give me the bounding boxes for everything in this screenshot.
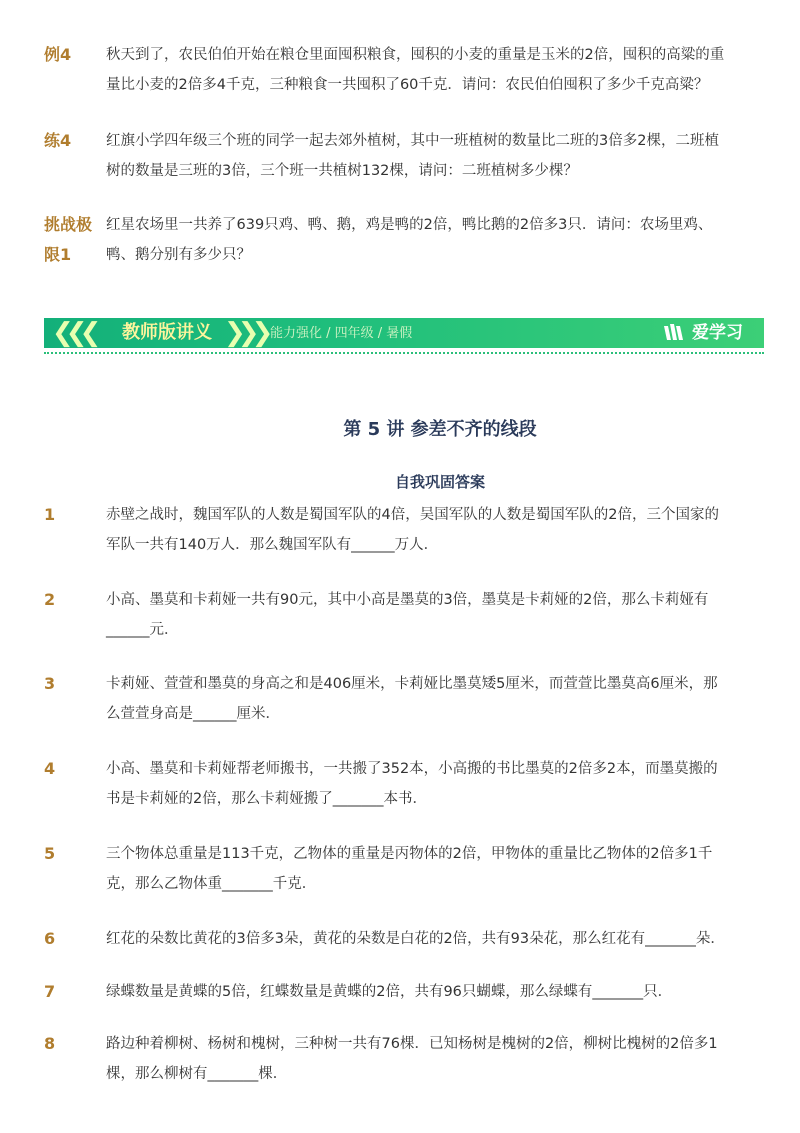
text-line: 鸭、鹅分别有多少只？ (106, 247, 251, 263)
section-title: 自我巩固答案 (394, 473, 485, 491)
text-line: 军队一共有140万人．那么魏国军队有______万人． (106, 537, 439, 553)
exercise-number: 8 (44, 1034, 56, 1053)
exercise-text (106, 585, 726, 645)
text-line: 小高、墨莫和卡莉娅一共有90元，其中小高是墨莫的3倍，墨莫是卡莉娅的2倍，那么卡莉娅有 (106, 592, 709, 608)
problem-text (106, 40, 726, 100)
text-line: 书是卡莉娅的2倍，那么卡莉娅搬了_______本书． (106, 791, 427, 807)
problem-text (106, 126, 726, 186)
exercise-text (106, 924, 726, 954)
text-line: 绿蝶数量是黄蝶的5倍，红蝶数量是黄蝶的2倍，共有96只蝴蝶，那么绿蝶有_______只． (106, 984, 673, 1000)
problem-label: 练4 (44, 131, 72, 150)
text-line: 红旗小学四年级三个班的同学一起去郊外植树，其中一班植树的数量比二班的3倍多2棵，二班植 (106, 133, 719, 149)
exercise-number: 5 (44, 844, 56, 863)
chevron-left-icon: ❮❮❮ (52, 318, 94, 348)
problem-label (44, 210, 100, 270)
exercise-text (106, 839, 726, 899)
exercise-text (106, 754, 726, 814)
banner-subtitle: 能力强化 / 四年级 / 暑假 (270, 326, 413, 341)
exercise-text (106, 669, 726, 729)
text-line: 棵，那么柳树有_______棵． (106, 1066, 288, 1082)
logo-icon (662, 322, 684, 344)
lecture-title: 第 5 讲 参差不齐的线段 (343, 419, 537, 440)
exercise-number: 7 (44, 982, 56, 1001)
exercise-number: 4 (44, 759, 56, 778)
exercise-text (106, 500, 726, 560)
text-line: 路边种着柳树、杨树和槐树，三种树一共有76棵．已知杨树是槐树的2倍，柳树比槐树的2倍多1 (106, 1036, 718, 1052)
exercise-text (106, 977, 726, 1007)
problem-label: 例4 (44, 45, 72, 64)
text-line: 赤壁之战时，魏国军队的人数是蜀国军队的4倍，吴国军队的人数是蜀国军队的2倍，三个国家的 (106, 507, 719, 523)
exercise-number: 2 (44, 590, 56, 609)
problem-text (106, 210, 726, 270)
label-line: 限1 (44, 245, 72, 264)
text-line: 小高、墨莫和卡莉娅帮老师搬书，一共搬了352本，小高搬的书比墨莫的2倍多2本，而墨莫搬的 (106, 761, 718, 777)
logo-text: 爱学习 (692, 323, 743, 343)
exercise-number: 6 (44, 929, 56, 948)
text-line: 秋天到了，农民伯伯开始在粮仓里面囤积粮食，囤积的小麦的重量是玉米的2倍，囤积的高粱的重 (106, 47, 725, 63)
text-line: 么萱萱身高是______厘米． (106, 706, 280, 722)
teacher-edition-banner (44, 318, 764, 354)
dotted-divider (44, 352, 764, 354)
banner-title: 教师版讲义 (122, 322, 212, 343)
label-line: 挑战极 (44, 215, 93, 234)
chevron-right-icon: ❯❯❯ (224, 318, 266, 348)
text-line: 红花的朵数比黄花的3倍多3朵，黄花的朵数是白花的2倍，共有93朵花，那么红花有_______朵． (106, 931, 725, 947)
exercise-number: 3 (44, 674, 56, 693)
text-line: 树的数量是三班的3倍，三个班一共植树132棵，请问：二班植树多少棵？ (106, 163, 578, 179)
text-line: ______元． (106, 622, 179, 638)
text-line: 卡莉娅、萱萱和墨莫的身高之和是406厘米，卡莉娅比墨莫矮5厘米，而萱萱比墨莫高6厘米，那 (106, 676, 718, 692)
text-line: 量比小麦的2倍多4千克，三种粮食一共囤积了60千克．请问：农民伯伯囤积了多少千克高粱？ (106, 77, 709, 93)
exercise-number: 1 (44, 505, 56, 524)
text-line: 红星农场里一共养了639只鸡、鸭、鹅，鸡是鸭的2倍，鸭比鹅的2倍多3只．请问：农场里鸡、 (106, 217, 713, 233)
text-line: 三个物体总重量是113千克，乙物体的重量是丙物体的2倍，甲物体的重量比乙物体的2倍多1千 (106, 846, 713, 862)
text-line: 克，那么乙物体重_______千克． (106, 876, 317, 892)
exercise-text (106, 1029, 726, 1089)
